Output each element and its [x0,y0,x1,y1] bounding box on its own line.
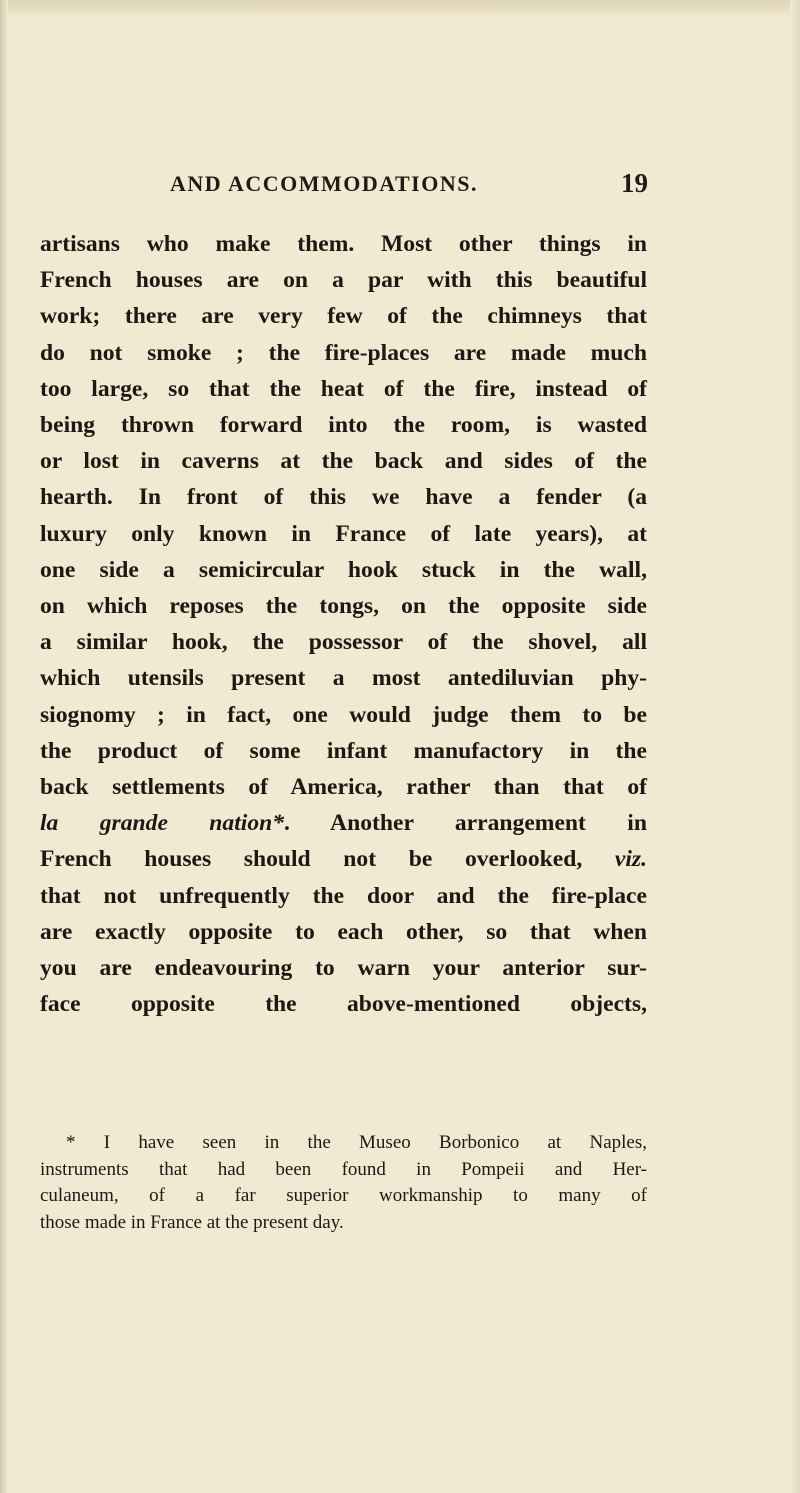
page-gutter-shadow [0,0,8,1493]
text-line: or lost in caverns at the back and sides of the [40,448,647,475]
footnote-line: those made in France at the present day. [40,1211,344,1233]
footnote-line: culaneum, of a far superior workmanship to many of [40,1185,647,1206]
italic-phrase: la grande nation [40,810,273,837]
text-line: which utensils present a most antediluvian phy- [40,665,647,692]
text-line: being thrown forward into the room, is wasted [40,412,647,439]
page-right-edge [790,0,800,1493]
running-head: AND ACCOMMODATIONS. [170,171,478,196]
footnote-mark: * [272,810,285,837]
page-number: 19 [621,168,648,198]
text-line: do not smoke ; the fire-places are made much [40,339,647,366]
italic-abbreviation: viz. [614,846,647,873]
footnote-line: * I have seen in the Museo Borbonico at Naples, [66,1132,647,1153]
text-line [40,805,647,841]
text-line: are exactly opposite to each other, so that when [40,918,647,945]
text-line: face opposite the above-mentioned objects, [40,991,647,1018]
text-line [40,841,647,877]
text-line: back settlements of America, rather than that of [40,774,647,801]
text-line: French houses are on a par with this beautiful [40,267,647,294]
text-line: too large, so that the heat of the fire, instead of [40,375,647,402]
footnote-line: instruments that had been found in Pompeii and Her- [40,1158,647,1180]
text-fragment: French houses should not be overlooked, [40,846,583,873]
body-text [40,226,647,1022]
text-line: hearth. In front of this we have a fender (a [40,484,647,511]
text-line: siognomy ; in fact, one would judge them to be [40,701,647,728]
text-line: you are endeavouring to warn your anterior sur- [40,955,647,982]
text-line: on which reposes the tongs, on the opposite side [40,593,647,620]
text-line: artisans who make them. Most other things in [40,231,647,257]
text-fragment: . Another arrangement in [284,810,647,837]
text-line: one side a semicircular hook stuck in the wall, [40,556,647,583]
text-line: that not unfrequently the door and the fire-place [40,882,647,909]
text-line: a similar hook, the possessor of the shovel, all [40,629,647,656]
footnote [40,1130,647,1236]
page-header [170,168,648,205]
text-line: work; there are very few of the chimneys that [40,303,647,330]
text-line: the product of some infant manufactory in the [40,737,647,764]
text-line: luxury only known in France of late years), at [40,520,647,547]
page-top-edge [0,0,800,18]
